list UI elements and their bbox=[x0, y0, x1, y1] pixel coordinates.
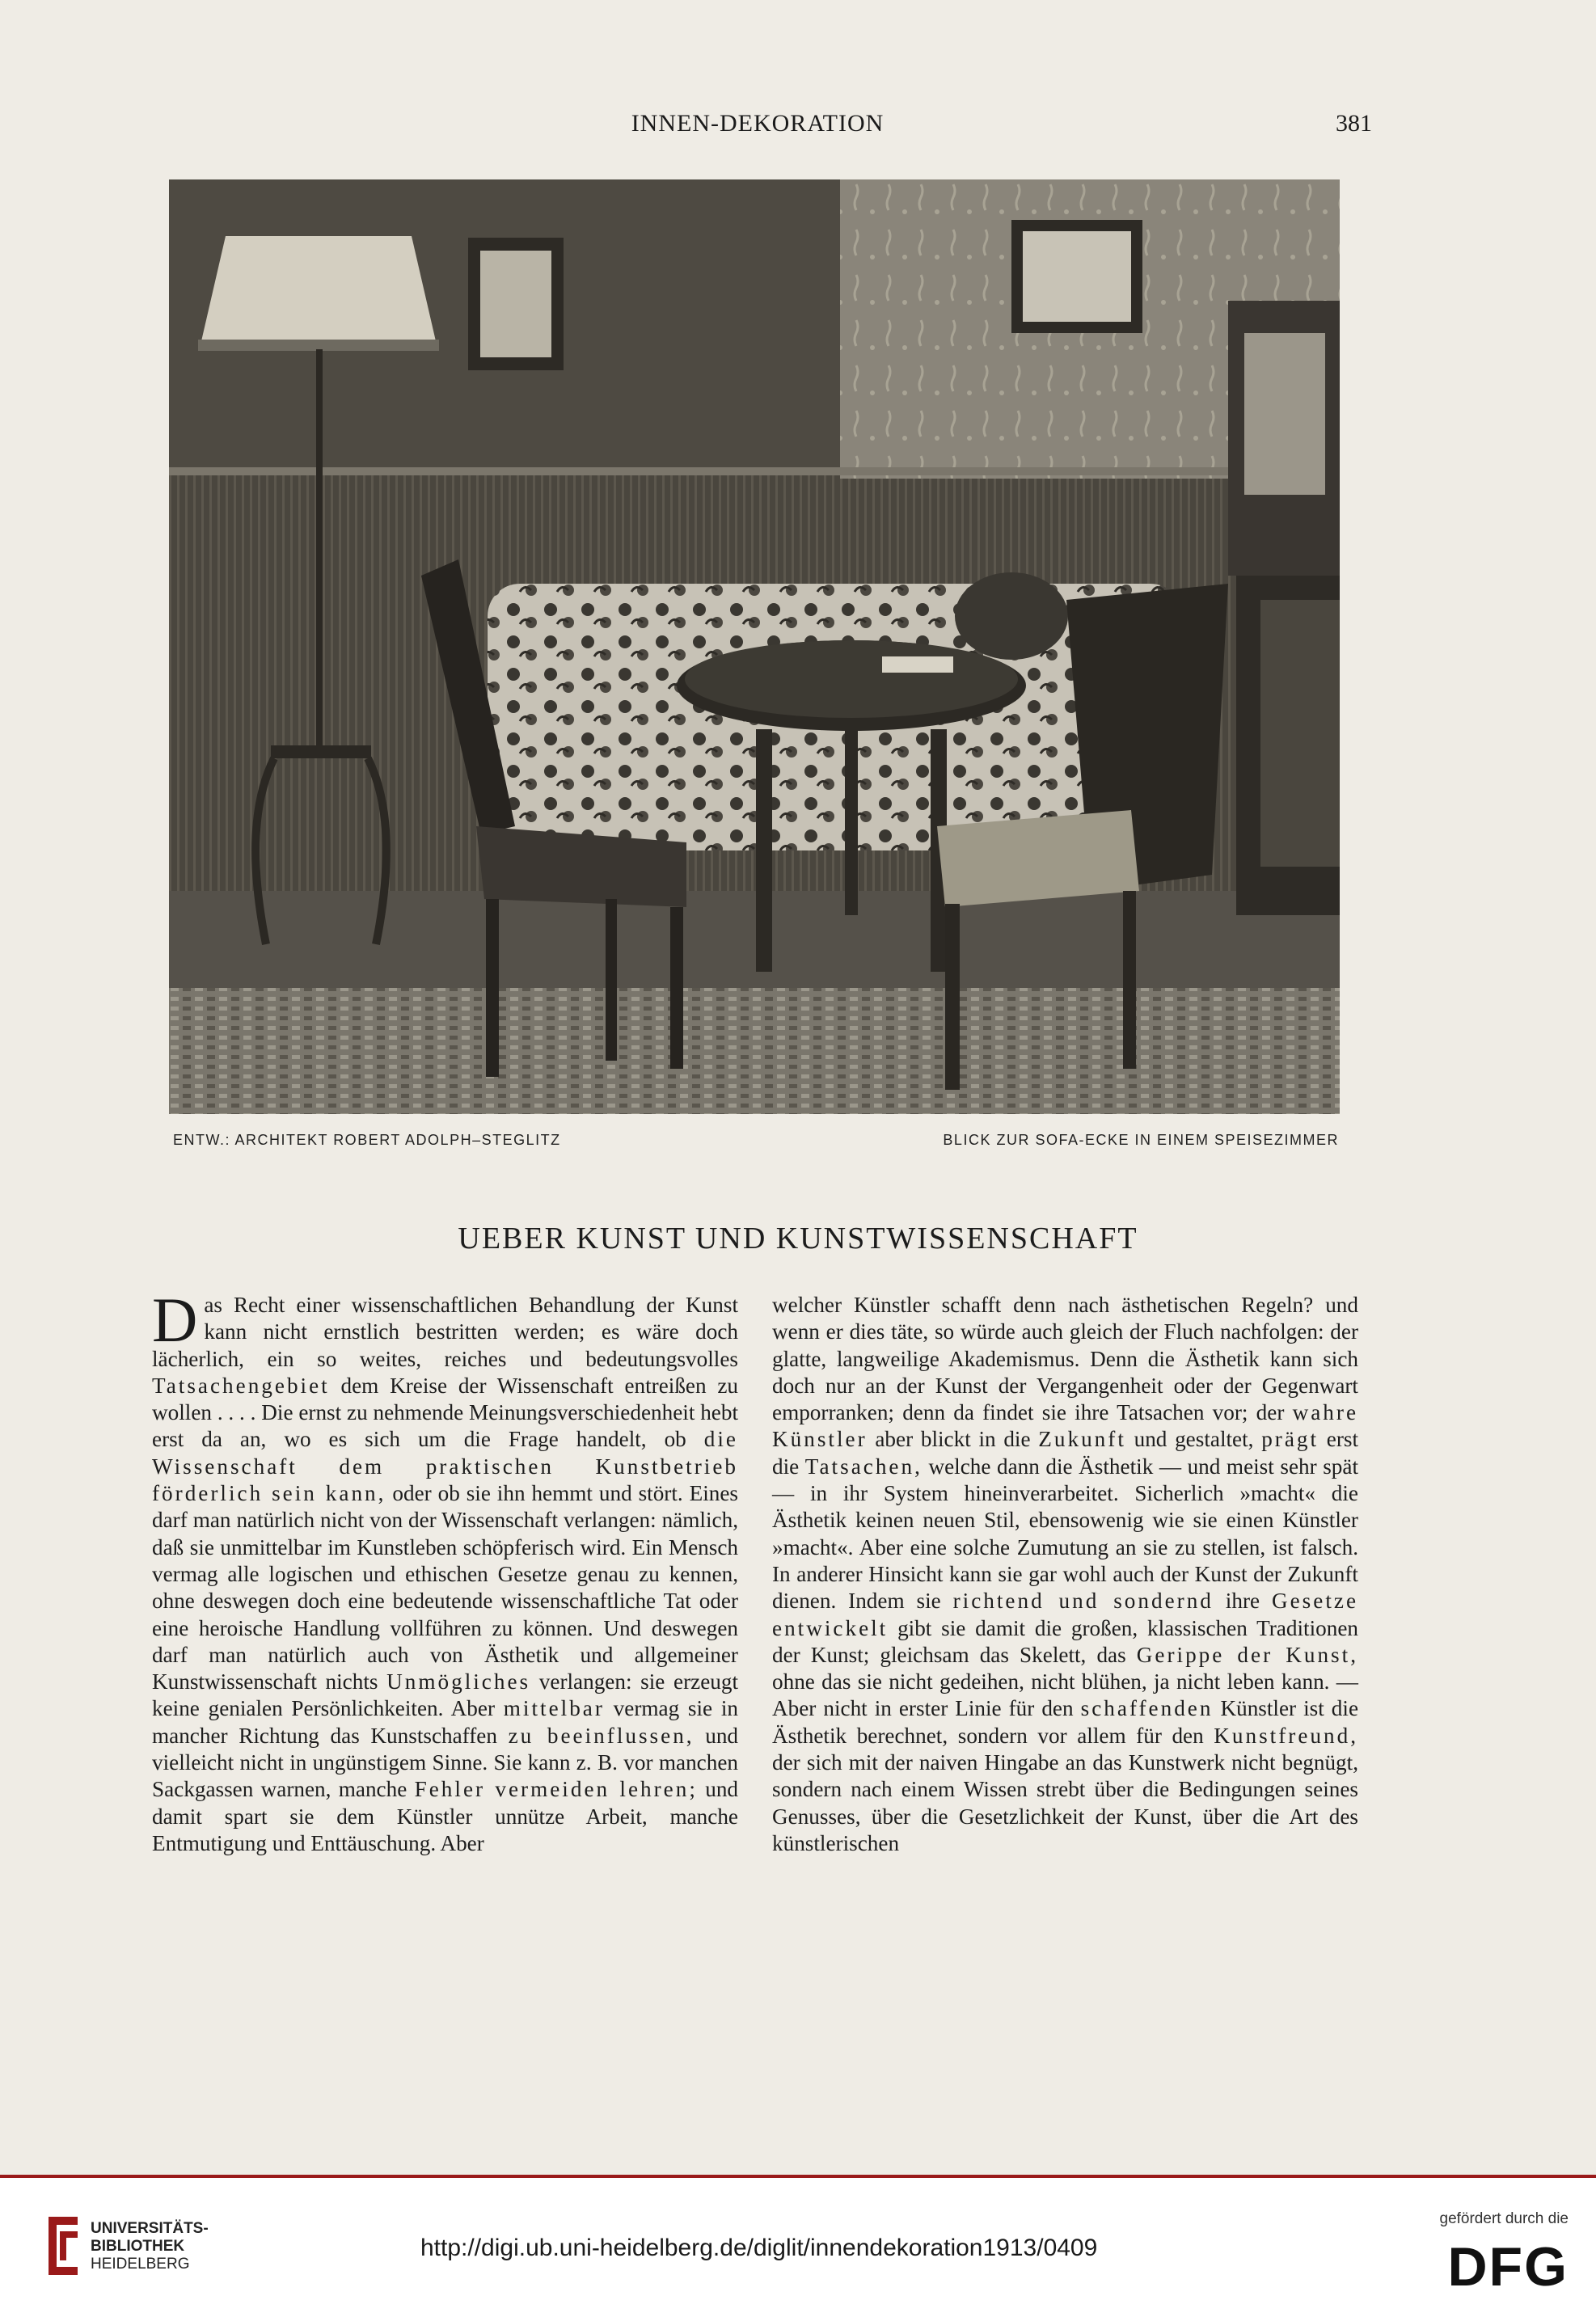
text-run: und damit spart sie dem Künstler unnütze Arbeit, manche Entmutigung und Enttäuschung. Aber bbox=[152, 1777, 738, 1855]
text-run: und gestaltet, bbox=[1134, 1427, 1254, 1452]
paragraph-left bbox=[152, 1285, 739, 1857]
spaced-text: Tatsachen, bbox=[804, 1454, 923, 1479]
text-column-left bbox=[152, 1285, 739, 1857]
spaced-text: Gesetze entwickelt bbox=[772, 1589, 1359, 1640]
spaced-text: prägt bbox=[1261, 1427, 1319, 1452]
spaced-text: Zukunft bbox=[1038, 1427, 1126, 1452]
text-run: aber blickt in die bbox=[875, 1427, 1031, 1452]
library-name-line: HEIDELBERG bbox=[91, 2256, 190, 2273]
text-run: ohne das sie nicht gedeihen, nicht blühen, ja nicht leben kann. — Aber nicht in erster Linie für den bbox=[772, 1669, 1358, 1721]
spaced-text: Gerippe der Kunst, bbox=[1136, 1642, 1358, 1667]
spaced-text: Kunstfreund, bbox=[1214, 1723, 1358, 1748]
article-title: UEBER KUNST UND KUNSTWISSENSCHAFT bbox=[458, 1222, 1138, 1256]
spaced-text: richtend und sondernd bbox=[952, 1589, 1214, 1614]
running-title: INNEN-DEKORATION bbox=[631, 110, 885, 137]
footer-divider bbox=[0, 2175, 1596, 2178]
spaced-text: Unmögliches bbox=[386, 1669, 531, 1694]
text-run: verlangen: sie erzeugt keine genialen Persönlichkeiten. Aber bbox=[152, 1669, 739, 1721]
library-name-line: UNIVERSITÄTS- bbox=[91, 2220, 209, 2237]
library-name-line: BIBLIOTHEK bbox=[91, 2238, 185, 2255]
page-number: 381 bbox=[1336, 110, 1372, 137]
text-column-right bbox=[772, 1292, 1358, 1857]
funded-by-label: gefördert durch die bbox=[1439, 2210, 1569, 2227]
photo-credit: ENTW.: ARCHITEKT ROBERT ADOLPH–STEGLITZ bbox=[173, 1132, 561, 1148]
text-run: der sich mit der naiven Hingabe an das Kunstwerk nicht begnügt, sondern nach einem Wissen strebt über die Bedingungen seines Genusses, über die Gesetzlichkeit der Kunst, über die Art des künstlerischen bbox=[772, 1750, 1358, 1855]
library-logo-icon bbox=[45, 2214, 81, 2278]
text-run: as Recht einer wissenschaftlichen Behandlung der Kunst kann nicht ernstlich bestritten werden; es wäre doch lächerlich, ein so weites, reiches und bedeutungsvolles bbox=[152, 1293, 738, 1371]
text-run: gibt sie damit die großen, klassischen Traditionen der Kunst; gleichsam das Skelett, das bbox=[772, 1615, 1359, 1667]
interior-photograph bbox=[169, 179, 1340, 1114]
text-run: Künstler ist die Ästhetik berechnet, sondern vor allem für den bbox=[772, 1696, 1359, 1748]
running-head bbox=[0, 110, 1596, 142]
text-run: vermag sie in mancher Richtung das Kunstschaffen bbox=[152, 1696, 738, 1748]
text-run: dem Kreise der Wissenschaft entreißen zu wollen . . . . Die ernst zu nehmende Meinungsverschiedenheit hebt erst da an, wo es sich um die Frage handelt, ob bbox=[152, 1373, 739, 1452]
text-run: ihre bbox=[1225, 1589, 1260, 1614]
spaced-text: Tatsachengebiet bbox=[152, 1373, 330, 1398]
dfg-logo: DFG bbox=[1447, 2236, 1569, 2298]
text-run: oder ob sie ihn hemmt und stört. Eines darf man natürlich nicht von der Wissenschaft verlangen: nämlich, daß sie unmittelbar im Kunstleben schöpferisch wird. Ein Mensch vermag alle logischen und ethischen Gesetze genau zu kennen, ohne deswegen doch eine bedeutende wissenschaftliche Tat oder eine heroische Handlung vollführen zu können. Und deswegen darf man natürlich auch von Ästhetik und allgemeiner Kunstwissenschaft nichts bbox=[152, 1481, 739, 1694]
source-url-link[interactable]: http://digi.ub.uni-heidelberg.de/diglit/innendekoration1913/0409 bbox=[420, 2235, 1098, 2261]
text-run: erst die bbox=[772, 1427, 1359, 1479]
drop-cap: D bbox=[152, 1285, 198, 1355]
photo-caption: BLICK ZUR SOFA-ECKE IN EINEM SPEISEZIMMER bbox=[943, 1132, 1339, 1148]
digitization-footer bbox=[0, 2175, 1596, 2317]
spaced-text: mittelbar bbox=[503, 1696, 605, 1721]
text-run: welche dann die Ästhetik — und meist sehr spät — in ihr System hineinverarbeitet. Sicherlich »macht« die Ästhetik keinen neuen Stil, ebensowenig wie sie einen Künstler »macht«. Aber eine solche Zumutung an sie zu stellen, ist falsch. In anderer Hinsicht kann sie gar wohl auch der Kunst der Zukunft dienen. Indem sie bbox=[772, 1454, 1359, 1614]
spaced-text: Fehler vermeiden lehren; bbox=[414, 1777, 698, 1802]
photograph-illustration bbox=[169, 179, 1340, 1114]
text-run: und vielleicht nicht in ungünstigem Sinne. Sie kann z. B. vor manchen Sackgassen warnen, manche bbox=[152, 1723, 739, 1802]
spaced-text: zu beeinflussen, bbox=[508, 1723, 695, 1748]
spaced-text: schaffenden bbox=[1080, 1696, 1214, 1721]
text-run: welcher Künstler schafft denn nach ästhetischen Regeln? und wenn er dies täte, so würde auch gleich der Fluch nachfolgen: der glatte, langweilige Akademismus. Denn die Ästhetik kann sich doch nur an der Kunst der Vergangenheit oder der Gegenwart emporranken; denn da findet sie ihre Tatsachen vor; der bbox=[772, 1293, 1358, 1425]
spaced-text: die Wissenschaft dem praktischen Kunstbetrieb förderlich sein kann, bbox=[152, 1427, 738, 1506]
library-name bbox=[91, 2220, 209, 2273]
spaced-text: wahre Künstler bbox=[772, 1400, 1359, 1452]
paragraph-right bbox=[772, 1292, 1358, 1857]
